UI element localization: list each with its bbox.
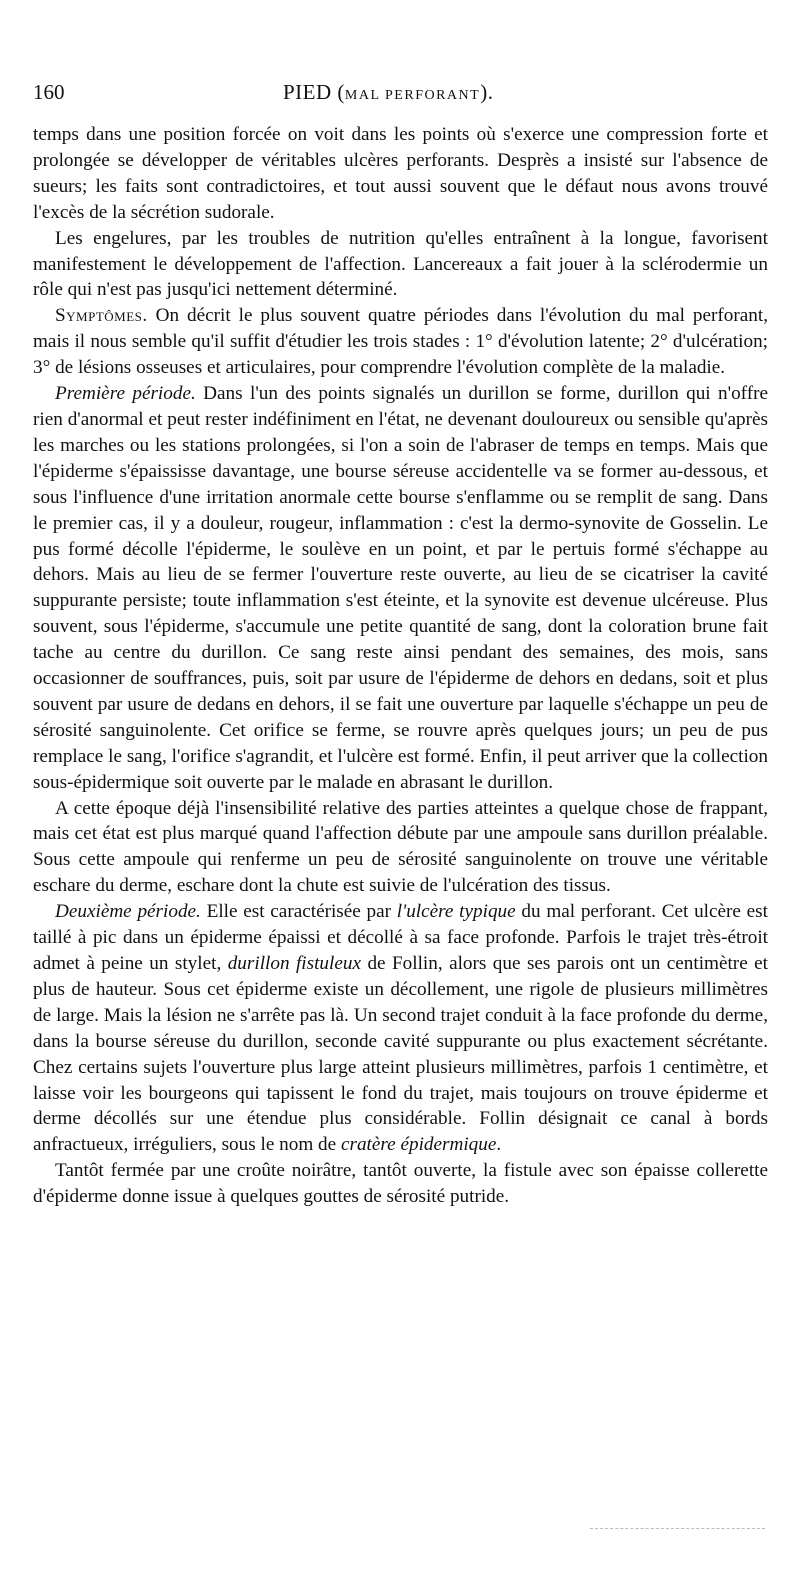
heading-deuxieme-periode: Deuxième période. [55, 901, 201, 923]
paragraph-1: temps dans une position forcée on voit dans les points où s'exerce une compression forte et prolongée se développer de véritables ulcères perforants. Desprès a insisté sur l'absence de sueurs; les faits sont contradictoires, et tout aussi souvent que le défaut nous avons trouvé l'excès de la sécrétion sudorale. [33, 124, 768, 223]
running-head-end: ). [480, 80, 494, 104]
paragraph-premiere-periode [33, 381, 768, 796]
paragraph-symptomes [33, 303, 768, 381]
term-cratere-epidermique: cratère épidermique [340, 1134, 497, 1156]
page-header [33, 80, 768, 116]
deuxieme-text-d: . [496, 1134, 502, 1156]
heading-premiere-periode: Première période. [55, 383, 196, 405]
deuxieme-text-c: de Follin, alors que ses parois ont un centimètre et plus de hauteur. Sous cet épiderme existe un décollement, une rigole de plusieurs millimètres de large. Mais la lésion ne s'arrête pas là. Un second trajet conduit à la face profonde du derme, dans la bourse séreuse du durillon, seconde cavité suppurante ou plus exactement sécrétante. Chez certains sujets l'ouverture plus large atteint plusieurs millimètres, parfois 1 centimètre, et laisse voir les bourgeons qui tapissent le fond du trajet, mais toujours on trouve épiderme et derme décollés sur une étendue plus considérable. Follin désignait ce canal à bords anfractueux, irréguliers, sous le nom de [33, 953, 768, 1156]
section-heading-symptomes: Symptômes. [55, 305, 148, 327]
bleed-through-marks [590, 1528, 765, 1531]
term-ulcere-typique: l'ulcère typique [396, 901, 516, 923]
book-page [33, 80, 768, 1210]
page-number: 160 [33, 80, 65, 104]
paragraph-last: Tantôt fermée par une croûte noirâtre, tantôt ouverte, la fistule avec son épaisse collerette d'épiderme donne issue à quelques gouttes de sérosité putride. [33, 1160, 768, 1208]
deuxieme-text-a: Elle est caractérisée par [200, 901, 397, 923]
paragraph-symptomes-text: On décrit le plus souvent quatre périodes dans l'évolution du mal perforant, mais il nous semble qu'il suffit d'étudier les trois stades : 1° d'évolution latente; 2° d'ulcération; 3° de lésions osseuses et articulaires, pour comprendre l'évolution complète de la maladie. [33, 305, 768, 379]
paragraph-premiere-periode-text: Dans l'un des points signalés un durillon se forme, durillon qui n'offre rien d'anormal et peut rester indéfiniment en l'état, ne devenant douloureux ou sensible qu'après les marches ou les stations prolongées, si l'on a soin de l'abraser de temps en temps. Mais que l'épiderme s'épaississe davantage, une bourse séreuse accidentelle va se former au-dessous, et sous l'influence d'une irritation anormale cette bourse s'enflamme ou se remplit de sang. Dans le premier cas, il y a douleur, rougeur, inflammation : c'est la dermo-synovite de Gosselin. Le pus formé décolle l'épiderme, le soulève en un point, et par le pertuis formé s'échappe au dehors. Mais au lieu de se fermer l'ouverture reste ouverte, au lieu de se cicatriser la cavité suppurante persiste; toute inflammation s'est éteinte, et la synovite est devenue ulcéreuse. Plus souvent, sous l'épiderme, s'accumule une petite quantité de sang, dont la coloration brune fait tache au centre du durillon. Ce sang reste ainsi pendant des semaines, des mois, sans occasionner de souffrances, puis, soit par usure de l'épiderme de dehors en dedans, soit et plus souvent par usure de dedans en dehors, il se fait une ouverture par laquelle s'échappe un peu de sérosité sanguinolente. Cet orifice se ferme, se rouvre après quelques jours; un peu de pus remplace le sang, l'orifice s'agrandit, et l'ulcère est formé. Enfin, il peut arriver que la collection sous-épidermique soit ouverte par le malade en abrasant le durillon. [33, 383, 769, 793]
paragraph-epoque: A cette époque déjà l'insensibilité relative des parties atteintes a quelque chose de frappant, mais cet état est plus marqué quand l'affection débute par une ampoule sans durillon préalable. Sous cette ampoule qui renferme un peu de sérosité sanguinolente on trouve une véritable eschare du derme, eschare dont la chute est suivie de l'ulcération des tissus. [33, 797, 768, 897]
running-head-subtitle: MAL PERFORANT [344, 88, 481, 103]
deuxieme-text-b: du mal perforant. Cet ulcère est taillé à pic dans un épiderme épaissi et décollé à sa face profonde. Parfois le trajet très-étroit admet à peine un stylet, [33, 901, 768, 974]
running-head [283, 80, 493, 105]
running-head-main: PIED ( [283, 80, 345, 104]
paragraph-2: Les engelures, par les troubles de nutrition qu'elles entraînent à la longue, favorisent manifestement le développement de l'affection. Lancereaux a fait jouer à la sclérodermie un rôle qui n'est pas jusqu'ici nettement déterminé. [33, 227, 768, 301]
paragraph-deuxieme-periode [33, 899, 768, 1158]
term-durillon-fistuleux: durillon fistuleux [227, 953, 361, 974]
body-text [33, 122, 768, 1210]
